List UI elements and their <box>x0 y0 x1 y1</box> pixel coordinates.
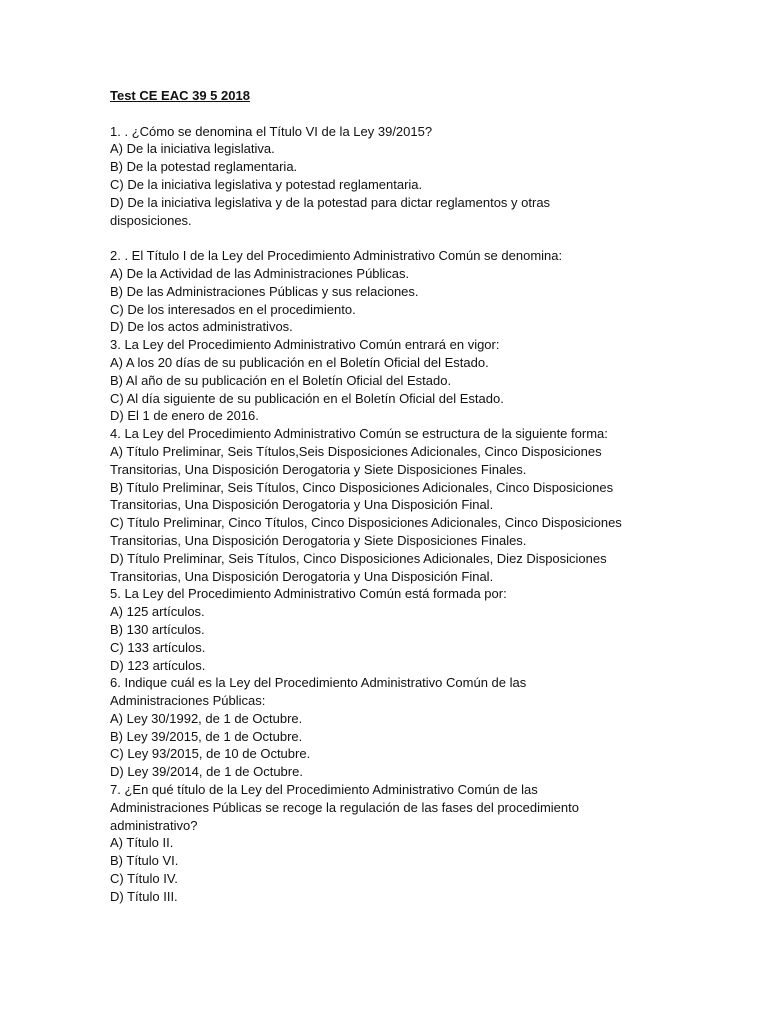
question-3 <box>110 336 750 425</box>
option-d: D) El 1 de enero de 2016. <box>110 408 259 424</box>
question-text: 7. ¿En qué título de la Ley del Procedimiento Administrativo Común de las Administraciones Públicas se recoge la regulación de las fases del procedimiento administrativo? <box>110 782 579 833</box>
question-body: ¿Cómo se denomina el Título VI de la Ley 39/2015? <box>131 123 433 139</box>
option-a: A) Ley 30/1992, de 1 de Octubre. <box>110 710 303 726</box>
option-a: A) A los 20 días de su publicación en el Boletín Oficial del Estado. <box>110 354 489 370</box>
question-text: 4. La Ley del Procedimiento Administrativo Común se estructura de la siguiente forma: <box>110 426 608 442</box>
option-c: C) Título IV. <box>110 871 178 887</box>
question-5 <box>110 585 750 674</box>
option-d: D) De los actos administrativos. <box>110 319 293 335</box>
option-a: A) De la Actividad de las Administraciones Públicas. <box>110 265 410 281</box>
question-4 <box>110 425 750 585</box>
option-d: D) De la iniciativa legislativa y de la potestad para dictar reglamentos y otras disposiciones. <box>110 194 551 228</box>
document-title: Test CE EAC 39 5 2018 <box>110 88 250 103</box>
option-a: A) Título II. <box>110 835 174 851</box>
question-2 <box>110 247 750 336</box>
option-c: C) De la iniciativa legislativa y potestad reglamentaria. <box>110 176 423 192</box>
question-6 <box>110 674 750 781</box>
question-text: 3. La Ley del Procedimiento Administrativo Común entrará en vigor: <box>110 337 500 353</box>
document-page <box>110 87 750 906</box>
option-d: D) Ley 39/2014, de 1 de Octubre. <box>110 764 303 780</box>
option-c: C) Título Preliminar, Cinco Títulos, Cinco Disposiciones Adicionales, Cinco Disposiciones Transitorias, Una Disposición Derogatoria y Siete Disposiciones Finales. <box>110 515 622 548</box>
question-1 <box>110 123 750 230</box>
option-b: B) Al año de su publicación en el Boletín Oficial del Estado. <box>110 372 452 388</box>
option-b: B) 130 artículos. <box>110 621 205 637</box>
question-text: 5. La Ley del Procedimiento Administrativo Común está formada por: <box>110 586 507 602</box>
option-b: B) Título VI. <box>110 853 179 869</box>
question-7 <box>110 781 750 906</box>
question-text: 2. . El Título I de la Ley del Procedimiento Administrativo Común se denomina: <box>110 248 563 264</box>
option-b: B) Ley 39/2015, de 1 de Octubre. <box>110 728 303 744</box>
question-text: 6. Indique cuál es la Ley del Procedimiento Administrativo Común de las Administraciones Públicas: <box>110 675 527 709</box>
option-a: A) De la iniciativa legislativa. <box>110 141 275 157</box>
option-d: D) Título III. <box>110 888 178 904</box>
option-d: D) 123 artículos. <box>110 657 206 673</box>
question-number: 1. . <box>110 123 132 139</box>
option-c: C) Ley 93/2015, de 10 de Octubre. <box>110 746 311 762</box>
option-c: C) De los interesados en el procedimiento. <box>110 301 356 317</box>
question-text <box>110 123 750 141</box>
option-d: D) Título Preliminar, Seis Títulos, Cinco Disposiciones Adicionales, Diez Disposiciones Transitorias, Una Disposición Derogatoria y Una Disposición Final. <box>110 550 607 584</box>
option-c: C) 133 artículos. <box>110 639 206 655</box>
option-b: B) Título Preliminar, Seis Títulos, Cinco Disposiciones Adicionales, Cinco Disposiciones Transitorias, Una Disposición Derogatoria y Una Disposición Final. <box>110 479 614 513</box>
option-c: C) Al día siguiente de su publicación en el Boletín Oficial del Estado. <box>110 390 504 406</box>
option-b: B) De la potestad reglamentaria. <box>110 159 298 175</box>
option-b: B) De las Administraciones Públicas y sus relaciones. <box>110 283 419 299</box>
option-a: A) Título Preliminar, Seis Títulos,Seis Disposiciones Adicionales, Cinco Disposiciones Transitorias, Una Disposición Derogatoria y Siete Disposiciones Finales. <box>110 443 602 477</box>
option-a: A) 125 artículos. <box>110 604 205 620</box>
